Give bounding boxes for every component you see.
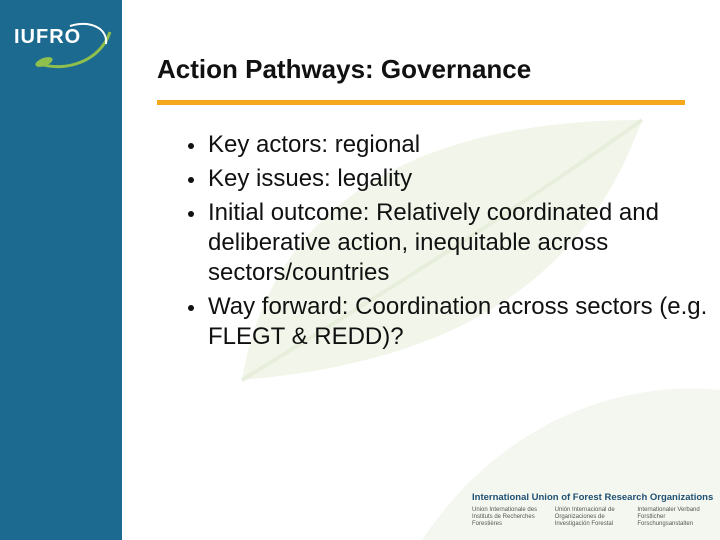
footer-org-name: International Union of Forest Research Organizations [472,492,714,503]
footer-german: Internationaler Verband Forstlicher Forschungsanstalten [637,507,700,527]
sidebar [0,0,122,540]
logo-text: IUFRO [14,26,82,48]
slide-title: Action Pathways: Governance [157,54,532,84]
bullet-text: Way forward: Coordination across sectors (e.g. FLEGT & REDD)? [208,293,708,350]
footer-french: Union Internationale des Instituts de Recherches Forestières [472,507,538,527]
bullet-text: Key issues: legality [208,165,413,192]
bullet-item [188,292,708,352]
footer-spanish: Unión Internacional de Organizaciones de Investigación Forestal [554,507,615,527]
bullet-dot-icon [188,305,194,311]
bullet-item [188,164,708,194]
bullet-dot-icon [188,177,194,183]
bullet-list [188,130,708,356]
footer-org-block [472,492,712,536]
footer-translations [472,507,712,528]
bullet-dot-icon [188,211,194,217]
logo-swirl-icon [10,14,118,74]
bullet-dot-icon [188,143,194,149]
bullet-text: Initial outcome: Relatively coordinated and deliberative action, inequitable across sectors/countries [208,199,659,286]
bullet-text: Key actors: regional [208,131,421,158]
bullet-item [188,198,708,288]
bullet-item [188,130,708,160]
iufro-logo [10,14,118,74]
title-underline [157,100,685,105]
